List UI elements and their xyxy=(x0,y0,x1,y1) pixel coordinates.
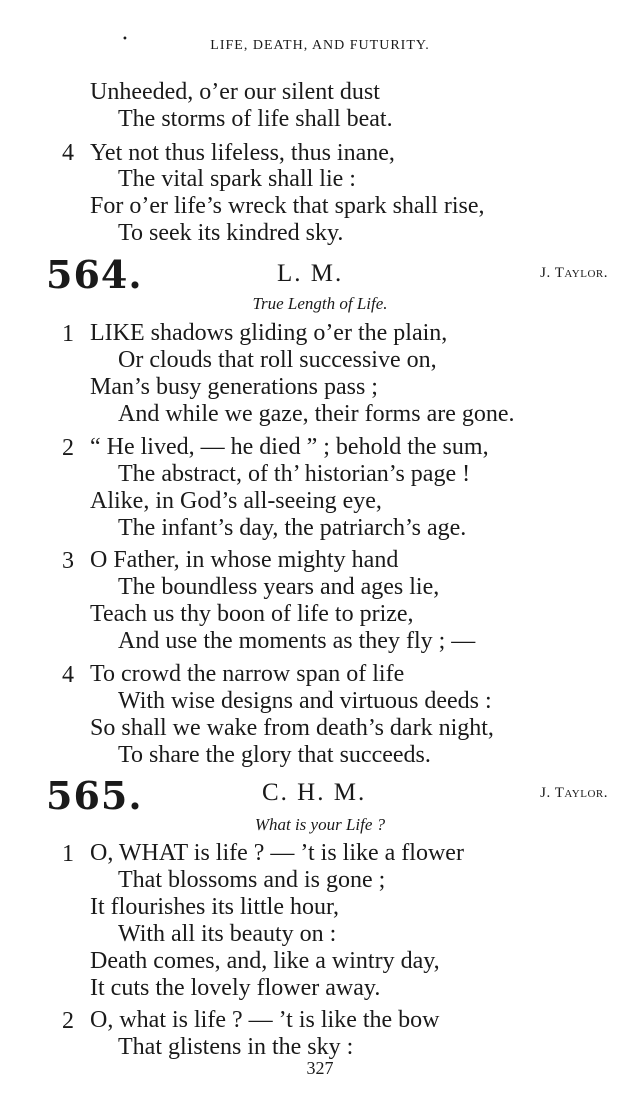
verse-line: LIKE shadows gliding o’er the plain, xyxy=(90,320,448,346)
verse-line: Unheeded, o’er our silent dust xyxy=(90,79,380,105)
verse-line: The vital spark shall lie : xyxy=(118,166,356,192)
verse-line: So shall we wake from death’s dark night, xyxy=(90,715,494,741)
verse-line: For o’er life’s wreck that spark shall rise, xyxy=(90,193,485,219)
verse-line: That blossoms and is gone ; xyxy=(118,867,386,893)
verse-line: Yet not thus lifeless, thus inane, xyxy=(90,140,395,166)
hymn-title: True Length of Life. xyxy=(252,294,388,313)
verse-line: Man’s busy generations pass ; xyxy=(90,374,378,400)
page-number: 327 xyxy=(306,1058,334,1078)
verse-line: To share the glory that succeeds. xyxy=(118,742,431,768)
verse-line: And while we gaze, their forms are gone. xyxy=(118,401,515,427)
verse-line: The storms of life shall beat. xyxy=(118,106,393,132)
ornament-mark: • xyxy=(122,34,128,45)
hymn-author: J. Taylor. xyxy=(540,265,608,281)
verse-line: Teach us thy boon of life to prize, xyxy=(90,601,414,627)
verse-line: The boundless years and ages lie, xyxy=(118,574,440,600)
verse-line: O, WHAT is life ? — ’t is like a flower xyxy=(90,840,464,866)
verse-line: O Father, in whose mighty hand xyxy=(90,547,399,573)
hymn-title: What is your Life ? xyxy=(254,815,386,834)
verse-line: To seek its kindred sky. xyxy=(118,220,344,246)
hymn-author: J. Taylor. xyxy=(540,785,608,801)
hymn-number: 564. xyxy=(46,252,143,297)
verse-line: Alike, in God’s all-seeing eye, xyxy=(90,488,382,514)
verse-line: That glistens in the sky : xyxy=(118,1034,354,1060)
verse-line: “ He lived, — he died ” ; behold the sum, xyxy=(90,434,489,460)
verse-line: Or clouds that roll successive on, xyxy=(118,347,437,373)
verse-line: Death comes, and, like a wintry day, xyxy=(90,948,440,974)
verse-number: 1 xyxy=(62,321,74,347)
running-head: LIFE, DEATH, AND FUTURITY. xyxy=(210,38,430,53)
verse-line: And use the moments as they fly ; — xyxy=(118,628,476,654)
verse-line: It cuts the lovely flower away. xyxy=(90,975,381,1001)
verse-number: 4 xyxy=(62,140,74,166)
verse-line: With wise designs and virtuous deeds : xyxy=(118,688,492,714)
hymn-number: 565. xyxy=(46,773,143,818)
verse-line: It flourishes its little hour, xyxy=(90,894,340,920)
verse-line: To crowd the narrow span of life xyxy=(90,661,405,687)
verse-number: 1 xyxy=(62,841,74,867)
verse-line: The infant’s day, the patriarch’s age. xyxy=(118,515,467,541)
verse-number: 4 xyxy=(62,662,74,688)
verse-number: 2 xyxy=(62,435,74,461)
hymn-meter: C. H. M. xyxy=(262,779,367,806)
verse-number: 3 xyxy=(62,548,74,574)
hymn-meter: L. M. xyxy=(277,260,344,287)
verse-line: The abstract, of th’ historian’s page ! xyxy=(118,461,471,487)
verse-line: O, what is life ? — ’t is like the bow xyxy=(90,1007,440,1033)
verse-line: With all its beauty on : xyxy=(118,921,337,947)
verse-number: 2 xyxy=(62,1008,74,1034)
